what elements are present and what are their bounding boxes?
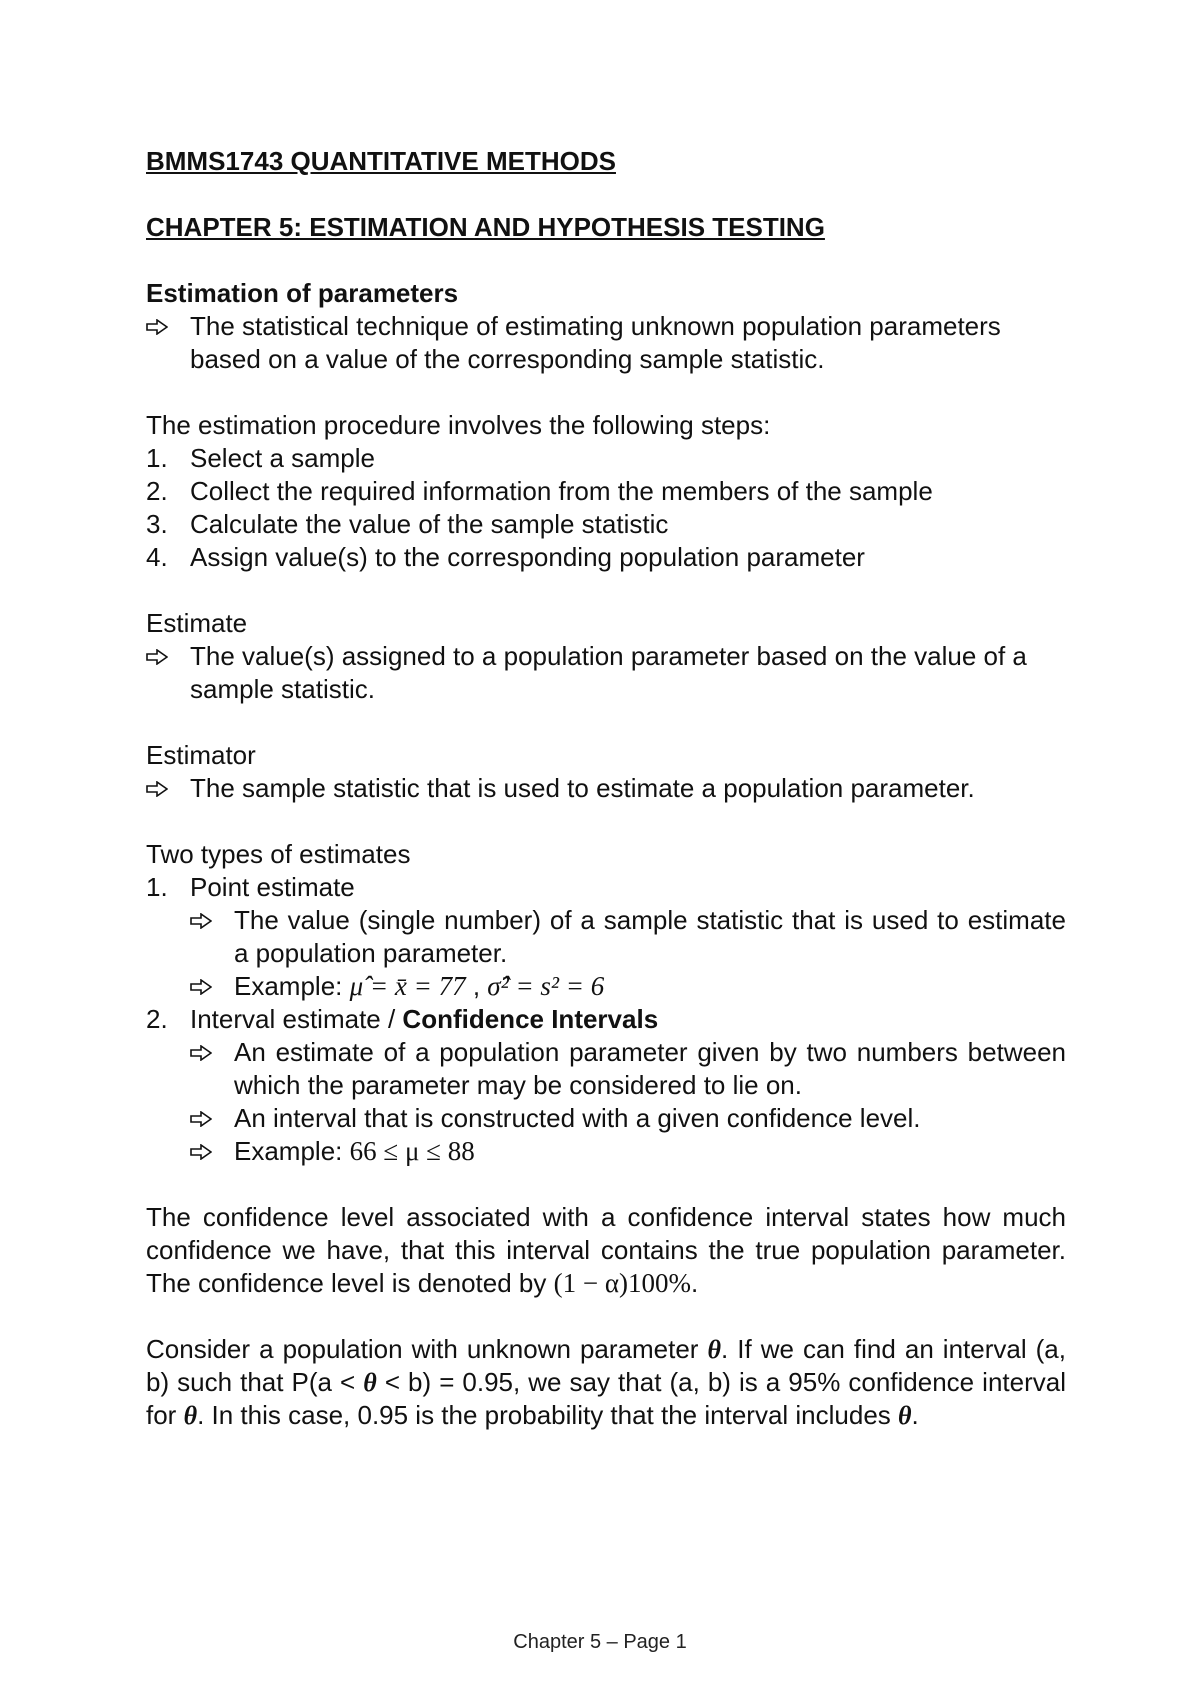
course-title: BMMS1743 QUANTITATIVE METHODS	[146, 146, 616, 176]
interval-label-plain: Interval estimate /	[190, 1004, 403, 1034]
example-label: Example:	[234, 971, 343, 1001]
interval-definition-1: An estimate of a population parameter given by two numbers between which the parameter may be considered to lie on.	[234, 1037, 1066, 1100]
confidence-paragraph	[146, 1201, 1066, 1300]
item-number: 2.	[146, 1004, 168, 1034]
arrow-right-icon	[146, 310, 190, 343]
procedure-step	[146, 475, 1066, 508]
estimation-heading: Estimation of parameters	[146, 278, 459, 308]
example-sigma-formula: σ̂² = s² = 6	[487, 971, 605, 1001]
procedure-step	[146, 508, 1066, 541]
arrow-right-icon	[146, 640, 190, 673]
arrow-right-icon	[190, 970, 234, 1003]
step-text: Collect the required information from the members of the sample	[190, 476, 933, 506]
consider-part-5: .	[911, 1400, 919, 1430]
estimate-definition-row	[146, 640, 1066, 706]
interval-def1-row	[190, 1036, 1066, 1102]
step-number: 4.	[146, 542, 168, 572]
document-page	[146, 145, 1066, 1432]
estimate-definition: The value(s) assigned to a population parameter based on the value of a sample statistic.	[190, 641, 1027, 704]
step-text: Calculate the value of the sample statistic	[190, 509, 669, 539]
procedure-step	[146, 442, 1066, 475]
item-number: 1.	[146, 872, 168, 902]
step-number: 2.	[146, 476, 168, 506]
theta-symbol: θ	[363, 1368, 377, 1397]
point-estimate-example-row	[190, 970, 1066, 1003]
procedure-intro: The estimation procedure involves the following steps:	[146, 410, 771, 440]
interval-label-bold: Confidence Intervals	[402, 1004, 659, 1034]
point-estimate-definition: The value (single number) of a sample statistic that is used to estimate a population parameter.	[234, 905, 1066, 968]
consider-part-2: . If we can find an interval (a, b) such that P(a <	[146, 1334, 1066, 1397]
estimator-definition-row	[146, 772, 1066, 805]
confidence-text: The confidence level associated with a confidence interval states how much confidence we have, that this interval contains the true population parameter. The confidence level is denoted by	[146, 1202, 1066, 1298]
interval-def2-row	[190, 1102, 1066, 1135]
interval-estimate-item	[146, 1003, 1066, 1036]
estimate-heading: Estimate	[146, 608, 248, 638]
interval-estimate-label	[190, 1003, 1066, 1036]
consider-part-3: < b) = 0.95, we say that (a, b) is a 95% confidence interval for	[146, 1367, 1066, 1430]
types-intro: Two types of estimates	[146, 839, 411, 869]
consider-part-1: Consider a population with unknown parameter	[146, 1334, 699, 1364]
page-footer: Chapter 5 – Page 1	[513, 1631, 687, 1653]
estimator-definition: The sample statistic that is used to estimate a population parameter.	[190, 773, 975, 803]
chapter-title: CHAPTER 5: ESTIMATION AND HYPOTHESIS TESTING	[146, 212, 825, 242]
point-estimate-item	[146, 871, 1066, 904]
example-interval-formula: 66 ≤ μ ≤ 88	[349, 1136, 475, 1166]
arrow-right-icon	[190, 1102, 234, 1135]
confidence-level-formula: (1 − α)100%	[553, 1268, 691, 1298]
point-estimate-example	[234, 970, 1066, 1003]
point-estimate-label: Point estimate	[190, 872, 355, 902]
arrow-right-icon	[190, 1135, 234, 1168]
interval-example	[234, 1135, 1066, 1168]
point-estimate-def-row	[190, 904, 1066, 970]
theta-symbol: θ	[707, 1335, 721, 1364]
procedure-step	[146, 541, 1066, 574]
step-text: Assign value(s) to the corresponding population parameter	[190, 542, 865, 572]
arrow-right-icon	[146, 772, 190, 805]
interval-example-row	[190, 1135, 1066, 1168]
estimation-definition-row	[146, 310, 1066, 376]
step-number: 3.	[146, 509, 168, 539]
consider-part-4: . In this case, 0.95 is the probability that the interval includes	[197, 1400, 891, 1430]
theta-symbol: θ	[183, 1401, 198, 1430]
confidence-end: .	[690, 1268, 699, 1298]
theta-symbol: θ	[898, 1401, 912, 1430]
estimation-definition: The statistical technique of estimating unknown population parameters based on a value of the corresponding sample statistic.	[190, 311, 1001, 374]
step-text: Select a sample	[190, 443, 375, 473]
interval-definition-2: An interval that is constructed with a given confidence level.	[234, 1103, 921, 1133]
arrow-right-icon	[190, 904, 234, 937]
step-number: 1.	[146, 443, 168, 473]
example-separator: ,	[465, 971, 488, 1001]
consider-paragraph	[146, 1333, 1066, 1432]
example-mu-formula: μ̂ = x̄ = 77	[349, 971, 466, 1001]
example-label: Example:	[234, 1136, 343, 1166]
estimator-heading: Estimator	[146, 740, 256, 770]
arrow-right-icon	[190, 1036, 234, 1069]
